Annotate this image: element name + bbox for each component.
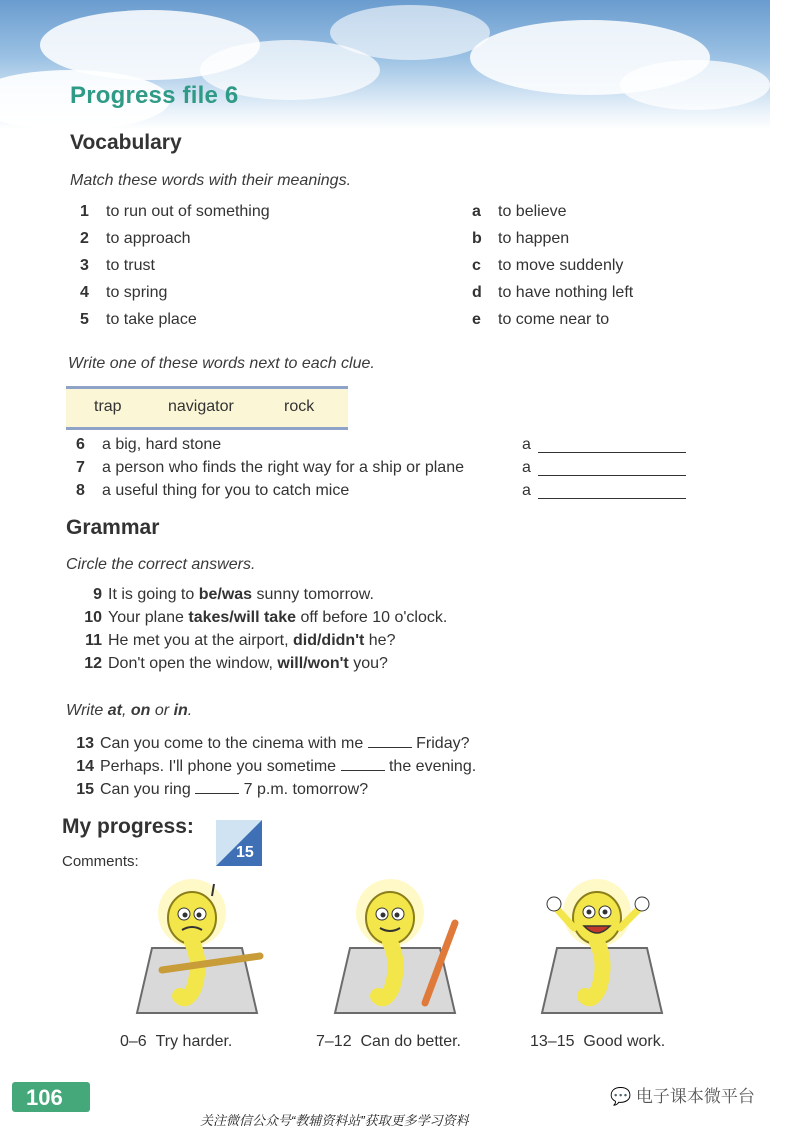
fill-item: 13 Can you come to the cinema with me Friday?	[76, 735, 470, 752]
clue-article: a	[522, 459, 531, 476]
grammar-item: 11 He met you at the airport, did/didn't he?	[85, 632, 396, 649]
chat-bubble-icon: 💬	[610, 1087, 632, 1106]
vocab-meaning: d to have nothing left	[472, 284, 634, 301]
clue-item: 8 a useful thing for you to catch mice	[76, 482, 350, 499]
clue-item: 7 a person who finds the right way for a ship or plane	[76, 459, 464, 476]
vocab-item: 5 to take place	[80, 311, 197, 328]
answer-blank[interactable]	[538, 498, 686, 499]
sky-banner	[0, 0, 770, 130]
fill-blank[interactable]	[368, 733, 412, 748]
word-option: trap	[94, 398, 122, 415]
word-clue-instruction: Write one of these words next to each clue.	[68, 355, 375, 372]
level-caption: 0–6 Try harder.	[120, 1033, 233, 1050]
page-title: Progress file 6	[70, 82, 239, 109]
progress-heading: My progress:	[62, 815, 194, 838]
grammar-item: 9 It is going to be/was sunny tomorrow.	[93, 586, 374, 603]
page-number: 106	[26, 1085, 63, 1110]
grammar-item: 12 Don't open the window, will/won't you?	[84, 655, 388, 672]
vocab-item: 4 to spring	[80, 284, 168, 301]
grammar-item: 10 Your plane takes/will take off before 10 o'clock.	[84, 609, 448, 626]
word-option: navigator	[168, 398, 234, 415]
mascot-good-work	[532, 878, 672, 1018]
vocab-item: 1 to run out of something	[80, 203, 270, 220]
clue-item: 6 a big, hard stone	[76, 436, 222, 453]
clue-article: a	[522, 436, 531, 453]
word-option: rock	[284, 398, 315, 415]
mascot-can-do-better	[330, 878, 470, 1018]
fill-blank[interactable]	[195, 779, 239, 794]
vocabulary-heading: Vocabulary	[70, 131, 182, 154]
fill-item: 14 Perhaps. I'll phone you sometime the evening.	[76, 758, 477, 775]
comments-label: Comments:	[62, 853, 139, 870]
watermark: 💬 电子课本微平台	[610, 1087, 755, 1106]
vocab-item: 3 to trust	[80, 257, 155, 274]
footer-note: 关注微信公众号“教辅资料站”获取更多学习资料	[200, 1113, 469, 1128]
vocab-meaning: a to believe	[472, 203, 567, 220]
grammar-heading: Grammar	[66, 516, 160, 539]
level-caption: 7–12 Can do better.	[316, 1033, 461, 1050]
vocab-item: 2 to approach	[80, 230, 191, 247]
fill-item: 15 Can you ring 7 p.m. tomorrow?	[76, 781, 369, 798]
vocabulary-instruction: Match these words with their meanings.	[70, 172, 352, 189]
vocab-meaning: c to move suddenly	[472, 257, 624, 274]
level-caption: 13–15 Good work.	[530, 1033, 666, 1050]
score-box	[216, 820, 262, 866]
vocab-meaning: b to happen	[472, 230, 570, 247]
page-number-badge	[12, 1082, 90, 1112]
answer-blank[interactable]	[538, 452, 686, 453]
grammar-instruction: Circle the correct answers.	[66, 556, 256, 573]
vocab-meaning: e to come near to	[472, 311, 610, 328]
mascot-try-harder	[132, 878, 272, 1018]
preposition-instruction: Write at, on or in.	[66, 702, 193, 719]
clue-article: a	[522, 482, 531, 499]
fill-blank[interactable]	[341, 756, 385, 771]
word-box	[66, 386, 348, 430]
score-value: 15	[236, 844, 254, 861]
answer-blank[interactable]	[538, 475, 686, 476]
